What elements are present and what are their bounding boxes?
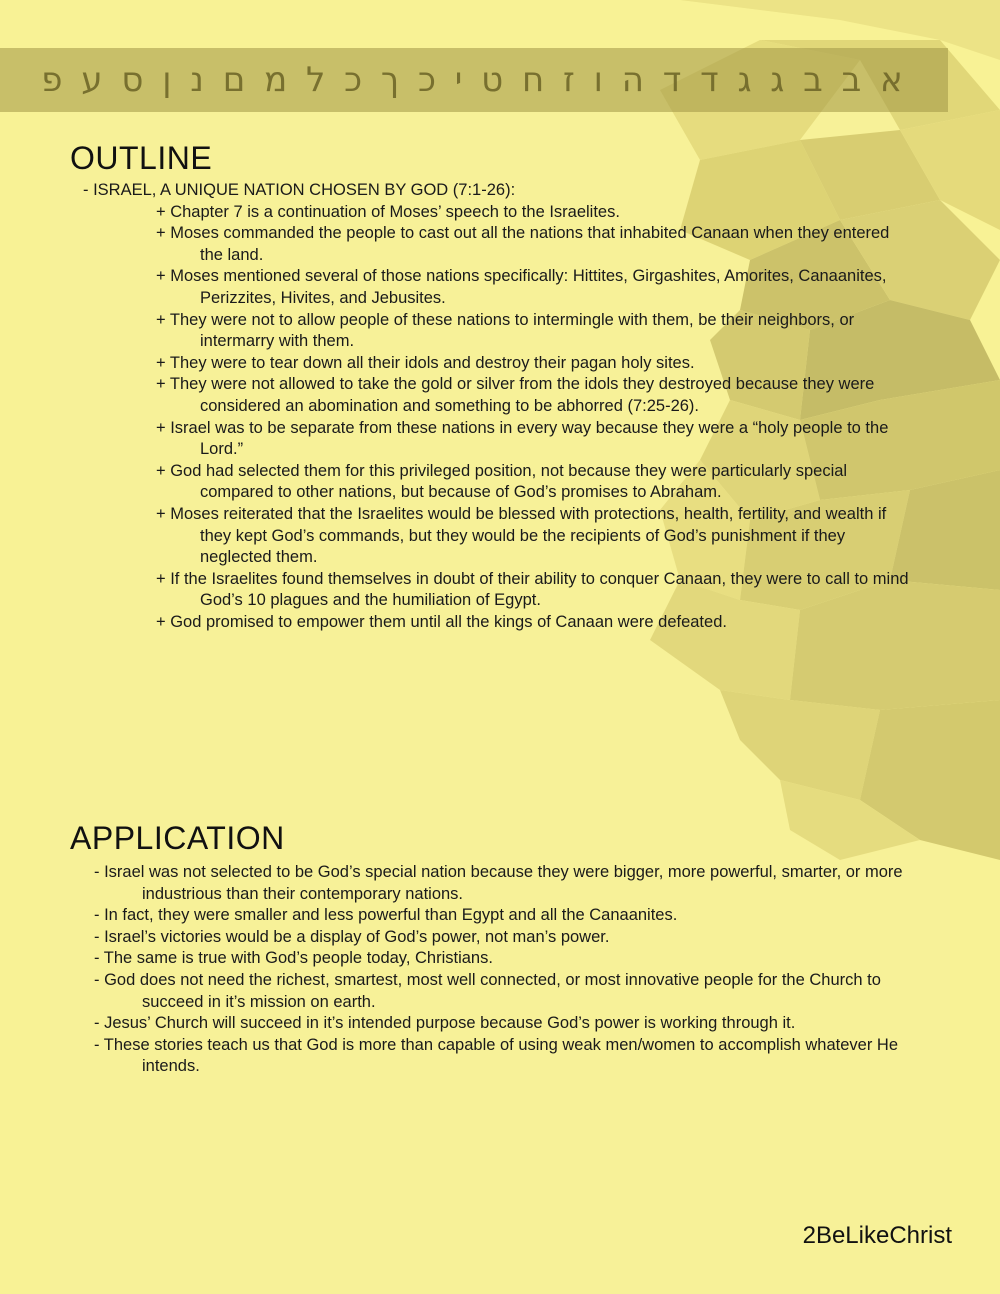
outline-point: + Moses commanded the people to cast out all the nations that inhabited Canaan when they entered the land. [156,224,890,264]
hebrew-alphabet-banner [0,48,948,112]
application-point: - Jesus’ Church will succeed in it’s intended purpose because God’s power is working through it. [94,1014,796,1033]
brand-footer: 2BeLikeChrist [802,1222,952,1249]
outline-point: + Moses reiterated that the Israelites would be blessed with protections, health, fertility, and wealth if they kept God’s commands, but they would be the recipients of God’s punishment if they neglected them. [156,504,887,567]
application-point: - Israel was not selected to be God’s special nation because they were bigger, more powerful, smarter, or more industrious than their contemporary nations. [94,863,903,903]
hebrew-alphabet-text: א ב ב ג ג ד ד ה ו ז ח ט י כ ך כ ל מ ם נ ן ס ע פ [41,60,907,100]
outline-point: + Israel was to be separate from these nations in every way because they were a “holy people to the Lord.” [156,418,889,459]
outline-point: + God promised to empower them until all the kings of Canaan were defeated. [156,612,727,631]
outline-point: + Chapter 7 is a continuation of Moses’ speech to the Israelites. [156,202,620,221]
outline-title: OUTLINE [70,140,213,176]
application-point: - The same is true with God’s people today, Christians. [94,949,493,968]
application-point: - These stories teach us that God is more than capable of using weak men/women to accomplish whatever He intends. [94,1035,899,1076]
application-list [0,862,1000,1078]
outline-heading: - ISRAEL, A UNIQUE NATION CHOSEN BY GOD (7:1-26): [83,181,516,199]
outline-list [0,180,1000,633]
outline-point: + God had selected them for this privileged position, not because they were particularly special compared to other nations, but because of God’s promises to Abraham. [156,461,848,502]
outline-point: + They were not allowed to take the gold or silver from the idols they destroyed because they were considered an abomination and something to be abhorred (7:25-26). [156,375,875,415]
application-title: APPLICATION [70,820,285,856]
outline-point: + They were not to allow people of these nations to intermingle with them, be their neighbors, or intermarry with them. [156,310,855,351]
outline-point: + Moses mentioned several of those nations specifically: Hittites, Girgashites, Amorites, Canaanites, Perizzites, Hivites, and Jebusites. [156,267,887,307]
outline-point: + They were to tear down all their idols and destroy their pagan holy sites. [156,353,695,372]
application-point: - God does not need the richest, smartest, most well connected, or most innovative people for the Church to succeed in it’s mission on earth. [94,970,881,1011]
application-point: - Israel’s victories would be a display of God’s power, not man’s power. [94,927,610,946]
application-point: - In fact, they were smaller and less powerful than Egypt and all the Canaanites. [94,906,678,925]
outline-point: + If the Israelites found themselves in doubt of their ability to conquer Canaan, they were to call to mind God’s 10 plagues and the humiliation of Egypt. [156,569,909,610]
